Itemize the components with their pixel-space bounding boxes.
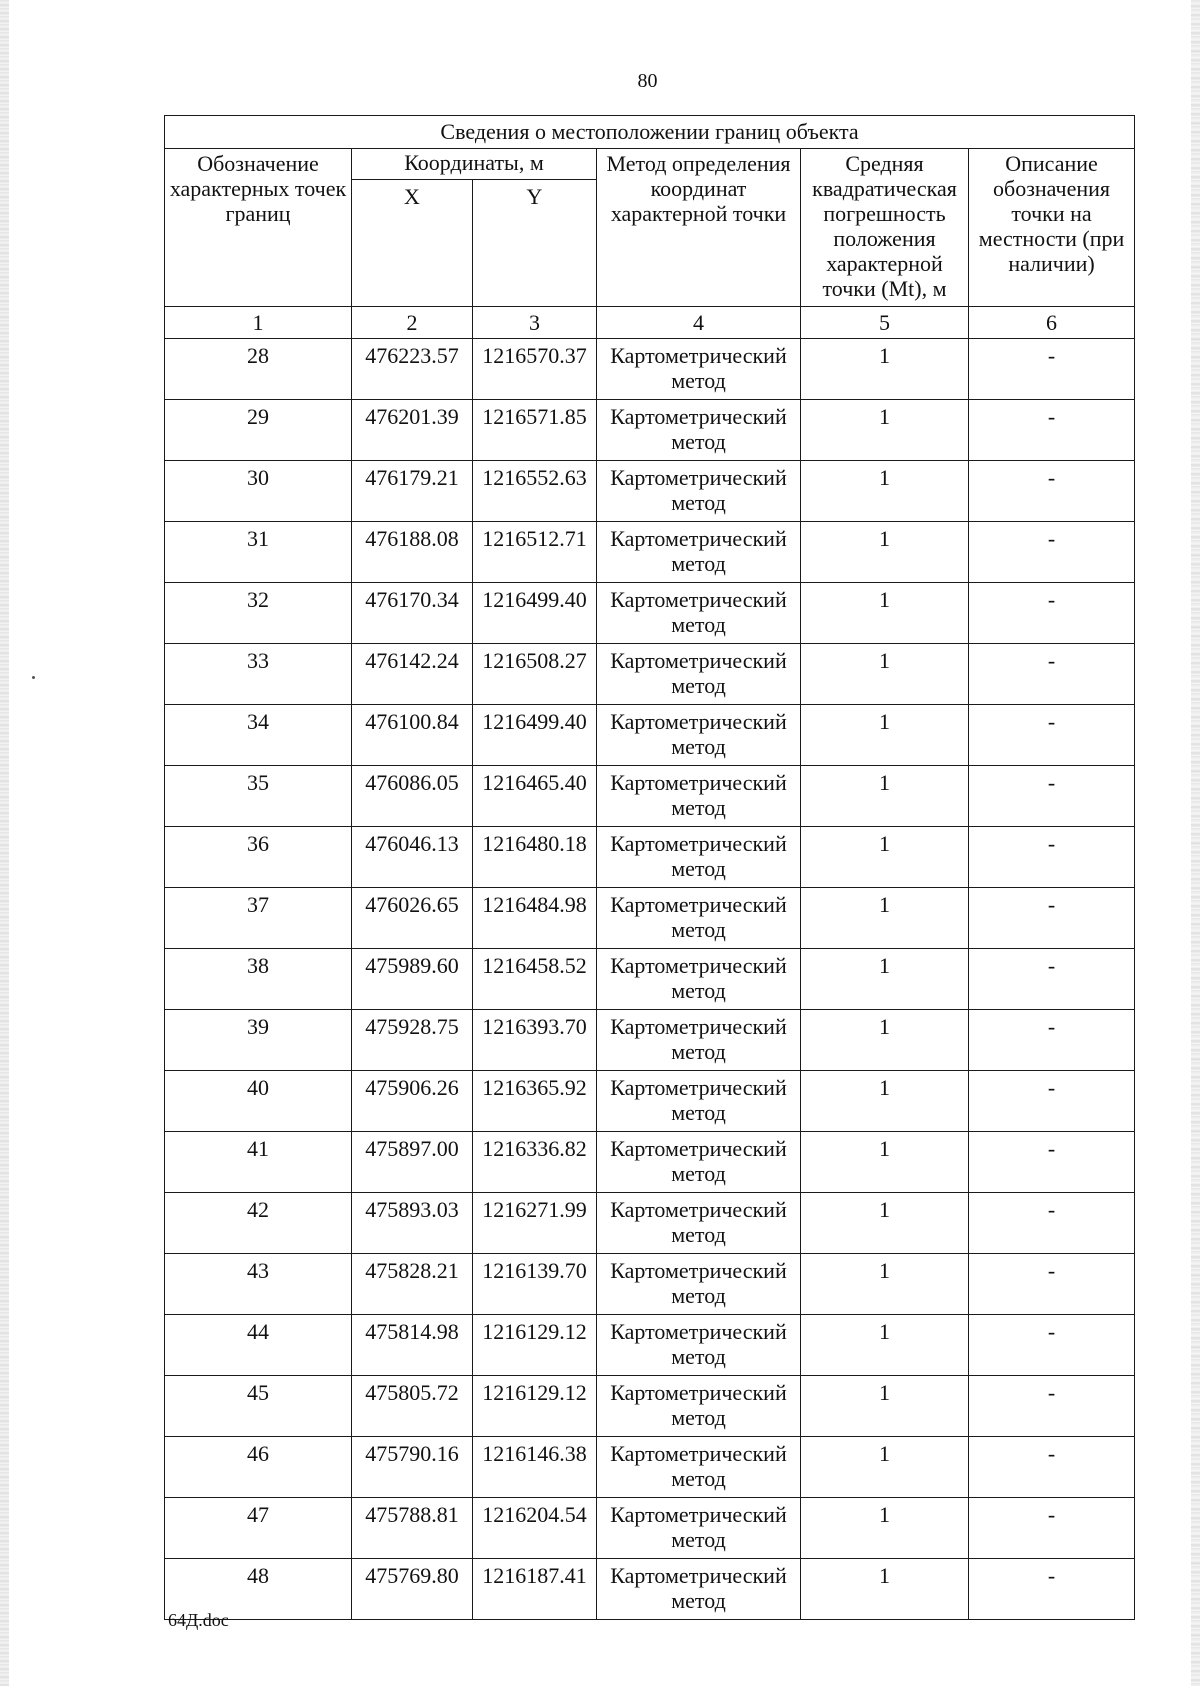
boundary-points-table [164,115,1135,1620]
table-row [165,705,1135,766]
cell-description: - [969,1010,1135,1071]
cell-description: - [969,1498,1135,1559]
scan-edge-right [1191,0,1200,1686]
header-error: Средняя квадратическая погрешность положения характерной точки (Mt), м [801,149,969,307]
cell-method: Картометрический метод [597,888,801,949]
cell-description: - [969,1132,1135,1193]
cell-description: - [969,705,1135,766]
cell-error: 1 [801,1376,969,1437]
cell-error: 1 [801,1498,969,1559]
cell-y: 1216499.40 [473,583,597,644]
column-number: 4 [597,307,801,339]
page-number: 80 [637,70,658,92]
cell-x: 476100.84 [352,705,473,766]
cell-error: 1 [801,461,969,522]
cell-x: 475989.60 [352,949,473,1010]
cell-description: - [969,1071,1135,1132]
table-row [165,888,1135,949]
cell-y: 1216571.85 [473,400,597,461]
cell-point: 37 [165,888,352,949]
cell-error: 1 [801,1071,969,1132]
cell-error: 1 [801,888,969,949]
header-y: Y [473,180,597,307]
cell-description: - [969,1437,1135,1498]
cell-x: 475814.98 [352,1315,473,1376]
header-x: X [352,180,473,307]
cell-description: - [969,644,1135,705]
cell-point: 29 [165,400,352,461]
table-row [165,827,1135,888]
cell-method: Картометрический метод [597,522,801,583]
cell-method: Картометрический метод [597,1498,801,1559]
cell-y: 1216204.54 [473,1498,597,1559]
cell-description: - [969,522,1135,583]
table-row [165,1071,1135,1132]
cell-y: 1216512.71 [473,522,597,583]
cell-description: - [969,400,1135,461]
cell-y: 1216552.63 [473,461,597,522]
cell-y: 1216499.40 [473,705,597,766]
column-number: 6 [969,307,1135,339]
column-number-row [165,307,1135,339]
cell-method: Картометрический метод [597,1559,801,1620]
cell-point: 35 [165,766,352,827]
cell-x: 476170.34 [352,583,473,644]
header-point: Обозначение характерных точек границ [165,149,352,307]
table-row [165,522,1135,583]
table-row [165,1559,1135,1620]
cell-error: 1 [801,339,969,400]
cell-method: Картометрический метод [597,461,801,522]
cell-error: 1 [801,1010,969,1071]
cell-method: Картометрический метод [597,644,801,705]
cell-method: Картометрический метод [597,705,801,766]
column-number: 2 [352,307,473,339]
cell-y: 1216146.38 [473,1437,597,1498]
cell-x: 475897.00 [352,1132,473,1193]
table-row [165,644,1135,705]
cell-y: 1216393.70 [473,1010,597,1071]
footer-filename: 64Д.doc [168,1610,229,1630]
cell-error: 1 [801,1132,969,1193]
cell-error: 1 [801,1437,969,1498]
cell-method: Картометрический метод [597,1254,801,1315]
cell-point: 36 [165,827,352,888]
cell-point: 38 [165,949,352,1010]
column-number: 5 [801,307,969,339]
cell-error: 1 [801,827,969,888]
cell-point: 33 [165,644,352,705]
cell-y: 1216271.99 [473,1193,597,1254]
cell-error: 1 [801,766,969,827]
cell-x: 476188.08 [352,522,473,583]
table-row [165,1376,1135,1437]
cell-error: 1 [801,1254,969,1315]
cell-description: - [969,1193,1135,1254]
cell-point: 28 [165,339,352,400]
scan-edge-left [0,0,9,1686]
cell-error: 1 [801,644,969,705]
cell-x: 475893.03 [352,1193,473,1254]
cell-y: 1216336.82 [473,1132,597,1193]
cell-point: 40 [165,1071,352,1132]
cell-point: 41 [165,1132,352,1193]
table-body [165,339,1135,1620]
cell-error: 1 [801,522,969,583]
cell-method: Картометрический метод [597,1071,801,1132]
cell-point: 32 [165,583,352,644]
cell-x: 476201.39 [352,400,473,461]
cell-error: 1 [801,949,969,1010]
cell-point: 45 [165,1376,352,1437]
cell-x: 475788.81 [352,1498,473,1559]
cell-error: 1 [801,583,969,644]
table-row [165,1132,1135,1193]
cell-y: 1216465.40 [473,766,597,827]
table-row [165,1254,1135,1315]
cell-point: 42 [165,1193,352,1254]
cell-y: 1216129.12 [473,1376,597,1437]
table-row [165,400,1135,461]
cell-error: 1 [801,400,969,461]
cell-method: Картометрический метод [597,827,801,888]
table-row [165,1437,1135,1498]
cell-x: 476086.05 [352,766,473,827]
table-row [165,1498,1135,1559]
header-description: Описание обозначения точки на местности (при наличии) [969,149,1135,307]
cell-y: 1216508.27 [473,644,597,705]
cell-y: 1216139.70 [473,1254,597,1315]
cell-y: 1216129.12 [473,1315,597,1376]
cell-error: 1 [801,1315,969,1376]
cell-x: 476179.21 [352,461,473,522]
cell-point: 43 [165,1254,352,1315]
scan-speck [32,676,35,679]
table-caption: Сведения о местоположении границ объекта [165,116,1135,149]
column-number: 1 [165,307,352,339]
cell-y: 1216365.92 [473,1071,597,1132]
cell-y: 1216484.98 [473,888,597,949]
cell-method: Картометрический метод [597,1437,801,1498]
cell-description: - [969,1376,1135,1437]
cell-point: 39 [165,1010,352,1071]
cell-x: 475828.21 [352,1254,473,1315]
cell-error: 1 [801,1193,969,1254]
cell-method: Картометрический метод [597,1010,801,1071]
header-coordinates: Координаты, м [352,149,597,180]
cell-point: 34 [165,705,352,766]
table-row [165,1010,1135,1071]
cell-description: - [969,583,1135,644]
cell-point: 47 [165,1498,352,1559]
cell-description: - [969,339,1135,400]
cell-description: - [969,461,1135,522]
cell-method: Картометрический метод [597,766,801,827]
table-row [165,461,1135,522]
table-row [165,1315,1135,1376]
cell-error: 1 [801,1559,969,1620]
cell-method: Картометрический метод [597,1193,801,1254]
cell-description: - [969,1315,1135,1376]
cell-point: 46 [165,1437,352,1498]
cell-x: 475790.16 [352,1437,473,1498]
cell-point: 31 [165,522,352,583]
cell-x: 475928.75 [352,1010,473,1071]
cell-method: Картометрический метод [597,1132,801,1193]
table-row [165,949,1135,1010]
column-number: 3 [473,307,597,339]
header-method: Метод определения координат характерной точки [597,149,801,307]
cell-error: 1 [801,705,969,766]
cell-x: 476026.65 [352,888,473,949]
table-row [165,339,1135,400]
cell-point: 48 [165,1559,352,1620]
table-row [165,583,1135,644]
table-row [165,766,1135,827]
cell-description: - [969,1559,1135,1620]
cell-method: Картометрический метод [597,1315,801,1376]
cell-x: 475805.72 [352,1376,473,1437]
cell-y: 1216570.37 [473,339,597,400]
cell-description: - [969,827,1135,888]
cell-y: 1216187.41 [473,1559,597,1620]
cell-description: - [969,949,1135,1010]
cell-x: 476223.57 [352,339,473,400]
cell-x: 475769.80 [352,1559,473,1620]
cell-method: Картометрический метод [597,1376,801,1437]
cell-method: Картометрический метод [597,949,801,1010]
cell-method: Картометрический метод [597,339,801,400]
table-row [165,1193,1135,1254]
cell-point: 30 [165,461,352,522]
cell-y: 1216458.52 [473,949,597,1010]
cell-method: Картометрический метод [597,400,801,461]
cell-description: - [969,766,1135,827]
cell-description: - [969,888,1135,949]
cell-x: 475906.26 [352,1071,473,1132]
cell-x: 476142.24 [352,644,473,705]
cell-x: 476046.13 [352,827,473,888]
cell-description: - [969,1254,1135,1315]
cell-method: Картометрический метод [597,583,801,644]
cell-y: 1216480.18 [473,827,597,888]
cell-point: 44 [165,1315,352,1376]
